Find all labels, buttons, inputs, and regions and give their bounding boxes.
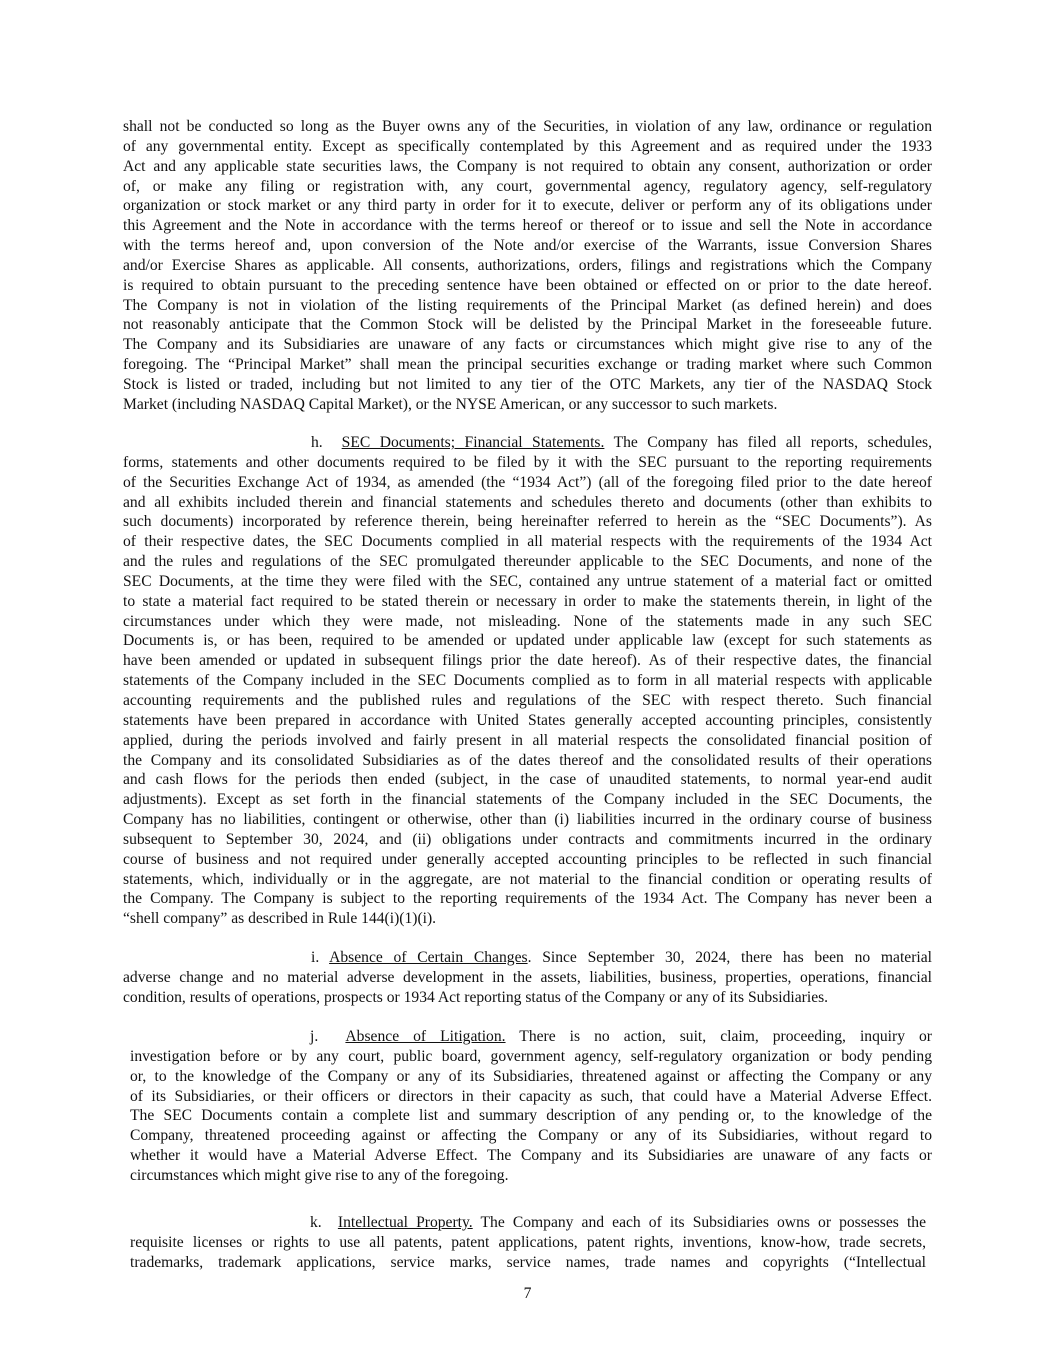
text-line: whether it would have a Material Adverse Effect. The Company and its Subsidiaries are unaware of any facts or	[130, 1147, 932, 1165]
section-heading: SEC Documents; Financial Statements.	[341, 434, 605, 451]
section-j-absence-of-litigation	[130, 1027, 932, 1186]
text-line: not reasonably anticipate that the Common Stock will be delisted by the Principal Market in the foreseeable future.	[123, 316, 932, 334]
text-line: adverse change and no material adverse development in the assets, liabilities, business, properties, operations, financial	[123, 968, 932, 986]
text-line: shall not be conducted so long as the Buyer owns any of the Securities, in violation of any law, ordinance or regulation	[123, 118, 932, 135]
text-line: and the rules and regulations of the SEC promulgated thereunder applicable to the SEC Documents, and none of the	[123, 553, 932, 571]
text-line: Market (including NASDAQ Capital Market), or the NYSE American, or any successor to such markets.	[123, 395, 778, 413]
text-line: organization or stock market or any third party in order for it to execute, deliver or perform any of its obligations under	[123, 197, 932, 215]
text-line: Stock is listed or traded, including but not limited to any tier of the OTC Markets, any tier of the NASDAQ Stock	[123, 375, 932, 393]
text-line: circumstances under which they were made, not misleading. None of the statements made in any such SEC	[123, 612, 932, 630]
text-line: with the terms hereof and, upon conversion of the Note and/or exercise of the Warrants, issue Conversion Shares	[123, 237, 932, 255]
text-line: Company, threatened proceeding against or affecting the Company or any of its Subsidiaries, without regard to	[130, 1127, 932, 1145]
paragraph-continuation	[123, 117, 932, 415]
text-line: applied, during the periods involved and fairly present in all material respects the consolidated financial position of	[123, 731, 932, 749]
text-line: have been amended or updated in subsequent filings prior the date hereof). As of their respective dates, the financial	[123, 652, 932, 670]
text-line: this Agreement and the Note in accordance with the terms hereof or thereof or to issue and sell the Note in accordance	[123, 217, 932, 235]
section-h-sec-documents	[123, 433, 932, 929]
text-line: of the Securities Exchange Act of 1934, as amended (the “1934 Act”) (all of the foregoing filed prior to the date hereof	[123, 473, 932, 491]
section-label: k.	[310, 1214, 322, 1231]
section-heading: Absence of Certain Changes	[329, 949, 528, 966]
section-text: The Company has filed all reports, schedules,	[613, 434, 932, 451]
text-line: Company has no liabilities, contingent or otherwise, other than (i) liabilities incurred in the ordinary course of business	[123, 811, 932, 829]
text-line: accounting requirements and the published rules and regulations of the SEC with respect thereto. Such financial	[123, 691, 932, 709]
text-line: trademarks, trademark applications, service marks, service names, trade names and copyrights (“Intellectual	[130, 1253, 926, 1271]
section-heading: Intellectual Property.	[337, 1214, 473, 1231]
text-line: the Company and its consolidated Subsidiaries as of the dates thereof and the consolidated results of their operations	[123, 751, 932, 769]
section-i-absence-of-changes	[123, 948, 932, 1008]
section-k-intellectual-property	[130, 1213, 926, 1273]
text-line: and cash flows for the periods then ended (subject, in the case of unaudited statements, to normal year-end audit	[123, 771, 932, 789]
text-line: subsequent to September 30, 2024, and (ii) obligations under contracts and commitments incurred in the ordinary	[123, 830, 932, 848]
page-number: 7	[523, 1285, 532, 1302]
section-text: The Company and each of its Subsidiaries owns or possesses the	[480, 1214, 927, 1231]
text-line: and all exhibits included therein and financial statements and schedules thereto and documents (other than exhibits to	[123, 493, 932, 511]
section-label: h.	[311, 434, 323, 451]
text-line: adjustments). Except as set forth in the financial statements of the Company included in the SEC Documents, the	[123, 791, 932, 809]
text-line: and/or Exercise Shares as applicable. All consents, authorizations, orders, filings and registrations which the Company	[123, 256, 932, 274]
text-line: or, to the knowledge of the Company or any of its Subsidiaries, threatened against or affecting the Company or any	[130, 1067, 932, 1085]
text-line: to state a material fact required to be stated therein or necessary in order to make the statements therein, in light of the	[123, 592, 932, 610]
text-line: Documents is, or has been, required to be amended or updated under applicable law (except for such statements as	[123, 632, 932, 650]
section-text: There is no action, suit, claim, proceeding, inquiry or	[519, 1028, 932, 1045]
section-heading: Absence of Litigation.	[345, 1028, 506, 1045]
text-line: of their respective dates, the SEC Documents complied in all material respects with the requirements of the 1934 Act	[123, 533, 932, 551]
text-line: such documents) incorporated by reference therein, being hereinafter referred to herein as the “SEC Documents”). As	[123, 513, 932, 531]
section-label: j.	[310, 1028, 319, 1045]
text-line: circumstances which might give rise to any of the foregoing.	[130, 1166, 509, 1184]
text-line: is required to obtain pursuant to the preceding sentence have been obtained or effected on or prior to the date hereof.	[123, 276, 932, 294]
text-line: “shell company” as described in Rule 144(i)(1)(i).	[123, 910, 437, 928]
text-line: of its Subsidiaries, or their officers or directors in their capacity as such, that could have a Material Adverse Effect.	[130, 1087, 932, 1105]
text-line: The SEC Documents contain a complete list and summary description of any pending or, to the knowledge of the	[130, 1107, 932, 1125]
text-line: investigation before or by any court, public board, government agency, self-regulatory organization or body pending	[130, 1047, 932, 1065]
text-line: statements, which, individually or in the aggregate, are not material to the financial condition or operating results of	[123, 870, 932, 888]
text-line: requisite licenses or rights to use all patents, patent applications, patent rights, inventions, know-how, trade secrets,	[130, 1233, 926, 1251]
text-line: the Company. The Company is subject to the reporting requirements of the 1934 Act. The Company has never been a	[123, 890, 932, 908]
text-line: Act and any applicable state securities laws, the Company is not required to obtain any consent, authorization or order	[123, 157, 932, 175]
section-label: i.	[311, 949, 320, 966]
text-line: course of business and not required under generally accepted accounting principles to be reflected in such financial	[123, 850, 932, 868]
text-line: statements of the Company included in the SEC Documents complied as to form in all material respects with applicable	[123, 672, 932, 690]
section-text: . Since September 30, 2024, there has been no material	[527, 949, 932, 966]
text-line: statements have been prepared in accordance with United States generally accepted accounting principles, consistently	[123, 711, 932, 729]
text-line: of, or make any filing or registration with, any court, governmental agency, regulatory agency, self-regulatory	[123, 177, 932, 195]
text-line: forms, statements and other documents required to be filed by it with the SEC pursuant to the reporting requirements	[123, 453, 932, 471]
text-line: The Company and its Subsidiaries are unaware of any facts or circumstances which might give rise to any of the	[123, 336, 932, 354]
text-line: foregoing. The “Principal Market” shall mean the principal securities exchange or trading market where such Common	[123, 356, 932, 374]
text-line: The Company is not in violation of the listing requirements of the Principal Market (as defined herein) and does	[123, 296, 932, 314]
text-line: of any governmental entity. Except as specifically contemplated by this Agreement and as required under the 1933	[123, 137, 932, 155]
text-line: SEC Documents, at the time they were filed with the SEC, contained any untrue statement of a material fact or omitted	[123, 572, 932, 590]
text-line: condition, results of operations, prospects or 1934 Act reporting status of the Company or any of its Subsidiaries.	[123, 988, 829, 1006]
